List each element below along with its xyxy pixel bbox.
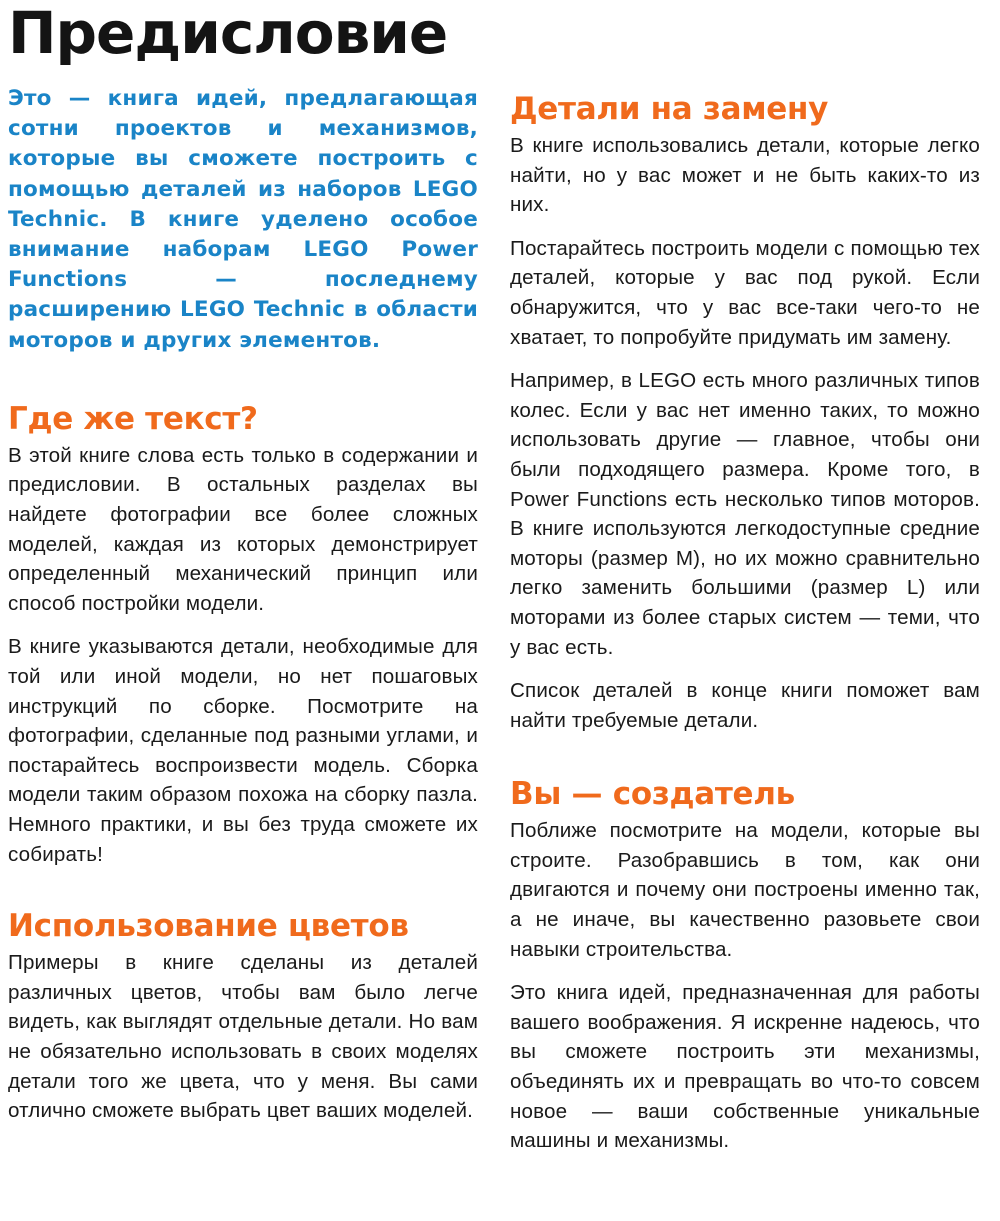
heading-replacement-parts: Детали на замену xyxy=(510,91,828,127)
spacer xyxy=(8,869,478,907)
paragraph: Например, в LEGO есть много различных типов колес. Если у вас нет именно таких, то можно использовать другие — главное, чтобы они были подходящего размера. Кроме того, в Power Functions есть несколько типов моторов. В книге используются легкодоступные средние моторы (размер M), но их можно сравнительно легко заменить большими (размер L) или моторами из более старых систем — теми, что у вас есть. xyxy=(510,369,980,659)
heading-where-is-text: Где же текст? xyxy=(8,400,258,437)
heading-using-colors: Использование цветов xyxy=(8,908,409,945)
right-column xyxy=(510,90,980,1156)
paragraph: В книге указываются детали, необходимые для той или иной модели, но нет пошаговых инструкций по сборке. Посмотрите на фотографии, сделанные под разными углами, и постарайтесь воспроизвести модель. Сборка модели таким образом похожа на сборку пазла. Немного практики, и вы без труда сможете их собирать! xyxy=(8,635,478,866)
paragraph: В этой книге слова есть только в содержании и предисловии. В остальных разделах вы найдете фотографии все более сложных моделей, каждая из которых демонстрирует определенный механический принцип или способ постройки модели. xyxy=(8,443,478,615)
page-title: Предисловие xyxy=(8,0,448,67)
intro-paragraph: Это — книга идей, предлагающая сотни проектов и механизмов, которые вы сможете построить с помощью деталей из наборов LEGO Technic. В книге уделено особое внимание наборам LEGO Power Functions — последнему расширению LEGO Technic в области моторов и других элементов. xyxy=(8,86,478,353)
paragraph: Поближе посмотрите на модели, которые вы строите. Разобравшись в том, как они двигаются и почему они построены именно так, а не иначе, вы качественно разовьете свои навыки строительства. xyxy=(510,819,980,961)
heading-you-are-creator: Вы — создатель xyxy=(510,776,795,813)
paragraph: Список деталей в конце книги поможет вам найти требуемые детали. xyxy=(510,679,980,732)
spacer xyxy=(510,735,980,775)
left-column xyxy=(8,84,478,1126)
paragraph: Это книга идей, предназначенная для работы вашего воображения. Я искренне надеюсь, что вы сможете построить эти механизмы, объединять их и превращать во что-то совсем новое — ваши собственные уникальные машины и механизмы. xyxy=(510,981,980,1153)
paragraph: В книге использовались детали, которые легко найти, но у вас может и не быть каких-то из них. xyxy=(510,134,980,217)
paragraph: Примеры в книге сделаны из деталей различных цветов, чтобы вам было легче видеть, как выглядят отдельные детали. Но вам не обязательно использовать в своих моделях детали того же цвета, что у меня. Вы сами отлично сможете выбрать цвет ваших моделей. xyxy=(8,951,478,1123)
paragraph: Постарайтесь построить модели с помощью тех деталей, которые у вас под рукой. Если обнаружится, что у вас все-таки чего-то не хватает, то попробуйте придумать им замену. xyxy=(510,236,980,349)
spacer xyxy=(8,356,478,400)
